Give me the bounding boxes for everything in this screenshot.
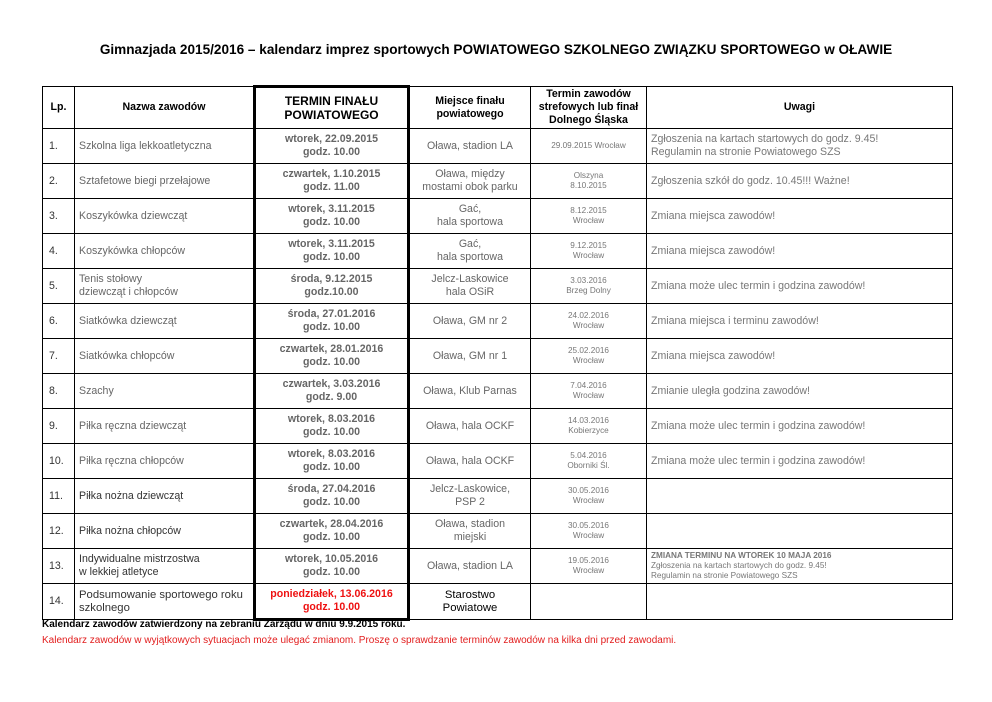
change-warning: Kalendarz zawodów w wyjątkowych sytuacjach może ulegać zmianom. Proszę o sprawdzanie terminów zawodów na kilka dni przed zawodami. <box>42 635 677 646</box>
row-number: 4. <box>43 234 75 269</box>
header-lp: Lp. <box>43 87 75 129</box>
notes <box>647 514 953 549</box>
table-row <box>43 304 953 339</box>
header-final-place: Miejsce finału powiatowego <box>409 87 531 129</box>
final-place: Oława, między mostami obok parku <box>409 164 531 199</box>
table-row <box>43 129 953 164</box>
notes <box>647 584 953 620</box>
event-name: Piłka nożna chłopców <box>75 514 255 549</box>
table-row <box>43 269 953 304</box>
row-number: 12. <box>43 514 75 549</box>
table-row <box>43 444 953 479</box>
table-row <box>43 584 953 620</box>
table-row <box>43 199 953 234</box>
event-name: Sztafetowe biegi przełajowe <box>75 164 255 199</box>
final-place: Gać, hala sportowa <box>409 199 531 234</box>
event-name: Siatkówka dziewcząt <box>75 304 255 339</box>
row-number: 13. <box>43 549 75 584</box>
row-number: 14. <box>43 584 75 620</box>
final-place: Oława, stadion LA <box>409 129 531 164</box>
regional-date: 30.05.2016 Wrocław <box>531 514 647 549</box>
table-row <box>43 409 953 444</box>
final-place: Jelcz-Laskowice hala OSiR <box>409 269 531 304</box>
final-place: Oława, stadion miejski <box>409 514 531 549</box>
final-place: Oława, GM nr 1 <box>409 339 531 374</box>
final-date: środa, 9.12.2015 godz.10.00 <box>255 269 409 304</box>
final-date: czwartek, 1.10.2015 godz. 11.00 <box>255 164 409 199</box>
event-name: Podsumowanie sportowego roku szkolnego <box>75 584 255 620</box>
row-number: 6. <box>43 304 75 339</box>
notes: Zmiana może ulec termin i godzina zawodów! <box>647 409 953 444</box>
event-name: Koszykówka dziewcząt <box>75 199 255 234</box>
notes: Zmiana miejsca i terminu zawodów! <box>647 304 953 339</box>
header-notes: Uwagi <box>647 87 953 129</box>
row-number: 3. <box>43 199 75 234</box>
table-row <box>43 374 953 409</box>
final-place: Oława, GM nr 2 <box>409 304 531 339</box>
final-date: środa, 27.04.2016 godz. 10.00 <box>255 479 409 514</box>
row-number: 1. <box>43 129 75 164</box>
notes: Zmiana miejsca zawodów! <box>647 339 953 374</box>
notes: Zmiana może ulec termin i godzina zawodów! <box>647 269 953 304</box>
row-number: 9. <box>43 409 75 444</box>
final-date: poniedziałek, 13.06.2016 godz. 10.00 <box>255 584 409 620</box>
event-name: Szkolna liga lekkoatletyczna <box>75 129 255 164</box>
final-place: Jelcz-Laskowice, PSP 2 <box>409 479 531 514</box>
final-date: wtorek, 8.03.2016 godz. 10.00 <box>255 409 409 444</box>
approval-note: Kalendarz zawodów zatwierdzony na zebraniu Zarządu w dniu 9.9.2015 roku. <box>42 619 406 630</box>
regional-date: 30.05.2016 Wrocław <box>531 479 647 514</box>
event-name: Siatkówka chłopców <box>75 339 255 374</box>
notes: Zmiana miejsca zawodów! <box>647 234 953 269</box>
row-number: 11. <box>43 479 75 514</box>
regional-date: 5.04.2016 Oborniki Śl. <box>531 444 647 479</box>
row-number: 5. <box>43 269 75 304</box>
final-date: wtorek, 3.11.2015 godz. 10.00 <box>255 234 409 269</box>
table-row <box>43 164 953 199</box>
regional-date: 29.09.2015 Wrocław <box>531 129 647 164</box>
row-number: 8. <box>43 374 75 409</box>
final-place: Oława, hala OCKF <box>409 409 531 444</box>
document-title: Gimnazjada 2015/2016 – kalendarz imprez sportowych POWIATOWEGO SZKOLNEGO ZWIĄZKU SPORTOWEGO w OŁAWIE <box>99 42 893 57</box>
regional-date: 14.03.2016 Kobierzyce <box>531 409 647 444</box>
final-date: środa, 27.01.2016 godz. 10.00 <box>255 304 409 339</box>
notes-text: Zgłoszenia na kartach startowych do godz. 9.45! Regulamin na stronie Powiatowego SZS <box>651 561 827 580</box>
event-name: Szachy <box>75 374 255 409</box>
notes: Zmianie uległa godzina zawodów! <box>647 374 953 409</box>
notes: Zmiana miejsca zawodów! <box>647 199 953 234</box>
header-regional: Termin zawodów strefowych lub finał Dolnego Śląska <box>531 87 647 129</box>
regional-date: 9.12.2015 Wrocław <box>531 234 647 269</box>
table-row <box>43 234 953 269</box>
event-name: Koszykówka chłopców <box>75 234 255 269</box>
final-place: Oława, Klub Parnas <box>409 374 531 409</box>
regional-date: 3.03.2016 Brzeg Dolny <box>531 269 647 304</box>
table-row <box>43 479 953 514</box>
regional-date: Olszyna 8.10.2015 <box>531 164 647 199</box>
final-place: Starostwo Powiatowe <box>409 584 531 620</box>
notes: Zgłoszenia na kartach startowych do godz. 9.45! Regulamin na stronie Powiatowego SZS <box>647 129 953 164</box>
final-date: czwartek, 3.03.2016 godz. 9.00 <box>255 374 409 409</box>
notes: Zgłoszenia szkół do godz. 10.45!!! Ważne! <box>647 164 953 199</box>
row-number: 7. <box>43 339 75 374</box>
header-name: Nazwa zawodów <box>75 87 255 129</box>
regional-date: 25.02.2016 Wrocław <box>531 339 647 374</box>
schedule-table <box>42 85 953 621</box>
final-date: czwartek, 28.04.2016 godz. 10.00 <box>255 514 409 549</box>
regional-date: 24.02.2016 Wrocław <box>531 304 647 339</box>
regional-date: 19.05.2016 Wrocław <box>531 549 647 584</box>
event-name: Piłka nożna dziewcząt <box>75 479 255 514</box>
row-number: 2. <box>43 164 75 199</box>
notes: Zmiana może ulec termin i godzina zawodów! <box>647 444 953 479</box>
final-place: Oława, hala OCKF <box>409 444 531 479</box>
final-date: czwartek, 28.01.2016 godz. 10.00 <box>255 339 409 374</box>
table-row <box>43 514 953 549</box>
final-date: wtorek, 22.09.2015 godz. 10.00 <box>255 129 409 164</box>
row-number: 10. <box>43 444 75 479</box>
notes <box>647 479 953 514</box>
event-name: Piłka ręczna dziewcząt <box>75 409 255 444</box>
final-place: Gać, hala sportowa <box>409 234 531 269</box>
table-header-row <box>43 87 953 129</box>
event-name: Indywidualne mistrzostwa w lekkiej atletyce <box>75 549 255 584</box>
header-final-date: TERMIN FINAŁU POWIATOWEGO <box>255 87 409 129</box>
notes-bold: ZMIANA TERMINU NA WTOREK 10 MAJA 2016 <box>651 551 832 560</box>
event-name: Piłka ręczna chłopców <box>75 444 255 479</box>
regional-date <box>531 584 647 620</box>
regional-date: 8.12.2015 Wrocław <box>531 199 647 234</box>
regional-date: 7.04.2016 Wrocław <box>531 374 647 409</box>
event-name: Tenis stołowy dziewcząt i chłopców <box>75 269 255 304</box>
final-date: wtorek, 3.11.2015 godz. 10.00 <box>255 199 409 234</box>
final-date: wtorek, 8.03.2016 godz. 10.00 <box>255 444 409 479</box>
final-place: Oława, stadion LA <box>409 549 531 584</box>
table-row <box>43 339 953 374</box>
table-row <box>43 549 953 584</box>
notes <box>647 549 953 584</box>
final-date: wtorek, 10.05.2016 godz. 10.00 <box>255 549 409 584</box>
